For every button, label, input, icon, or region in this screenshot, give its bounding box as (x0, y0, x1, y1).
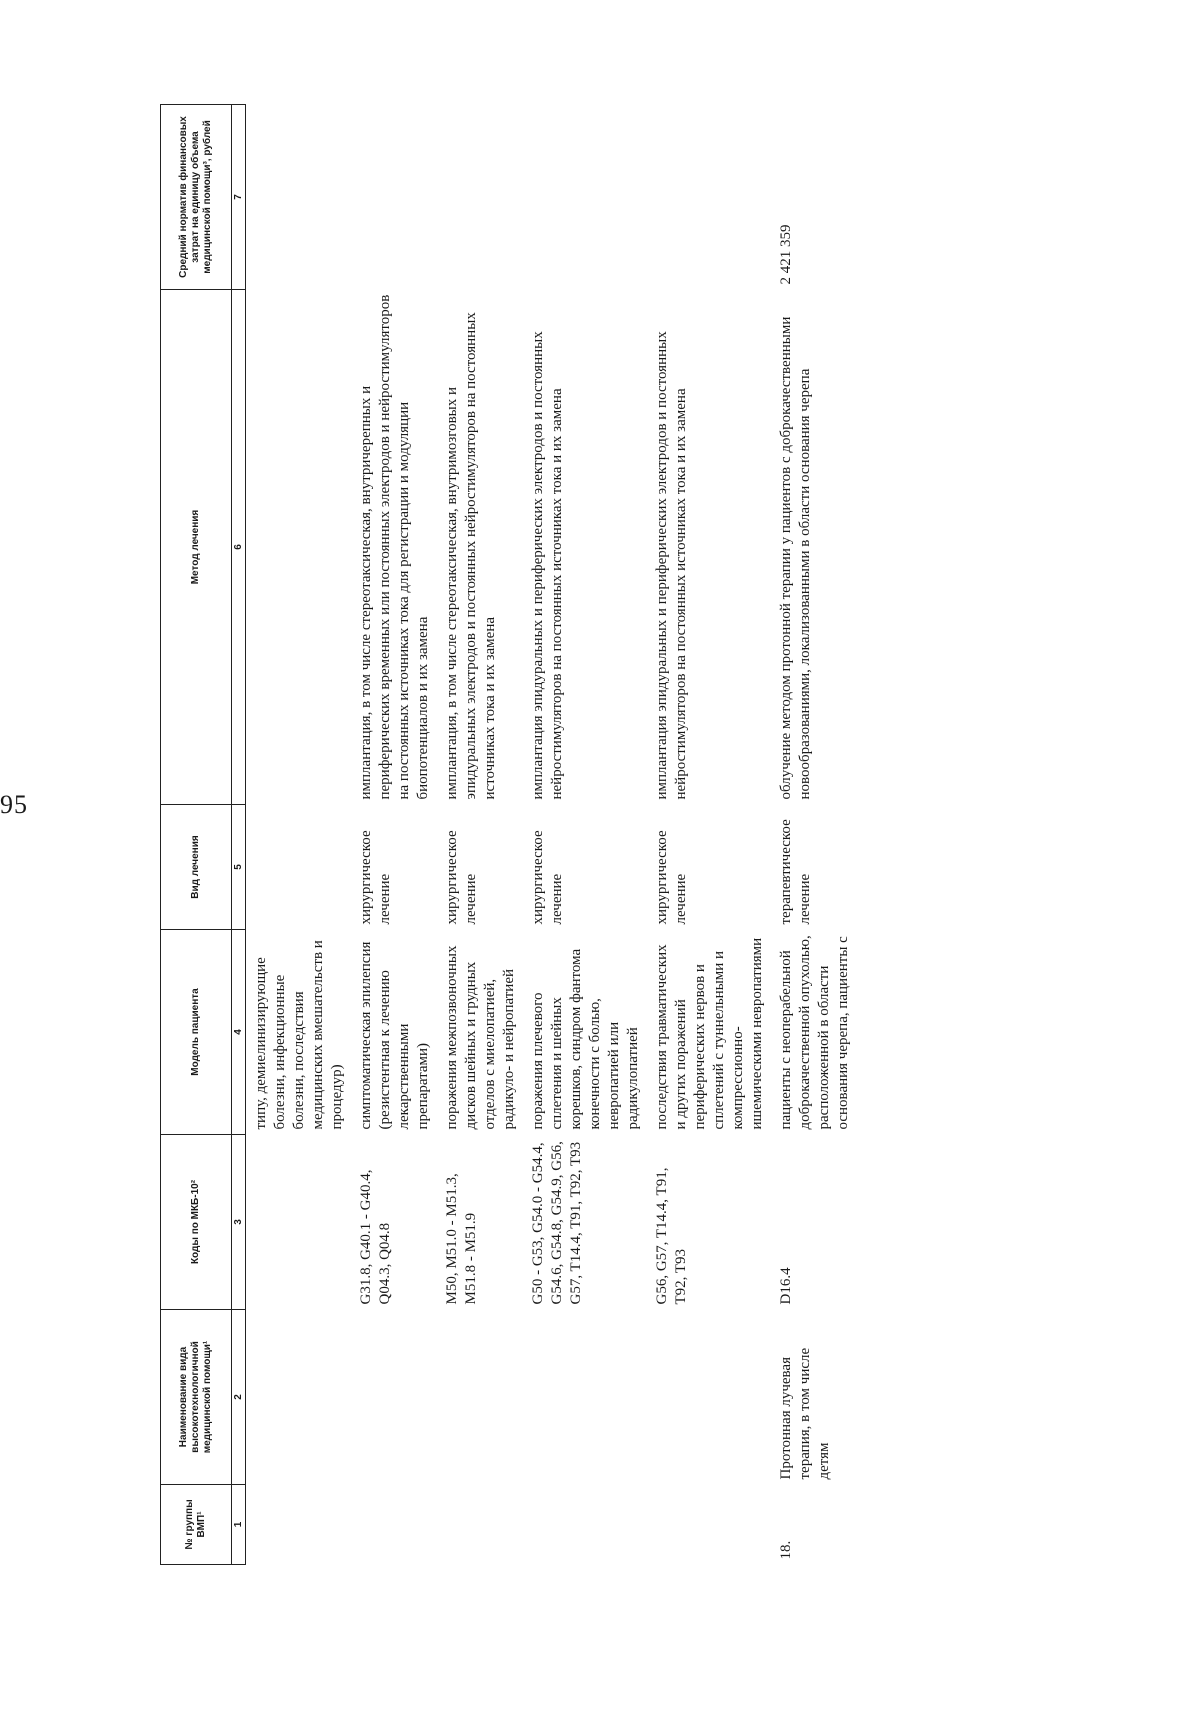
header-group-number: № группы ВМП¹ (161, 1485, 232, 1565)
header-icd-codes: Коды по МКБ-10² (161, 1135, 232, 1310)
cell-name: Протонная лучевая терапия, в том числе детям (778, 1347, 832, 1480)
cell-codes: D16.4 (778, 1267, 794, 1305)
vmp-table (160, 104, 853, 1565)
header-treatment-type: Вид лечения (161, 805, 232, 930)
cell-codes: G31.8, G40.1 - G40.4, Q04.3, Q04.8 (358, 1169, 393, 1305)
header-patient-model: Модель пациента (161, 930, 232, 1135)
cell-treatment-type: терапевтическое лечение (778, 819, 813, 925)
cell-codes: M50, M51.0 - M51.3, M51.8 - M51.9 (444, 1173, 479, 1305)
cell-name (433, 1310, 519, 1485)
table-row (433, 105, 519, 1565)
column-number: 5 (232, 805, 246, 930)
cell-treatment-type: хирургическое лечение (530, 830, 565, 925)
cell-model: поражения межпозвоночных дисков шейных и грудных отделов с миелопатией, радикуло- и нейропатией (444, 945, 517, 1130)
cell-model: симптоматическая эпилепсия (резистентная к лечению лекарственными препаратами) (358, 941, 431, 1130)
cell-name (347, 1310, 433, 1485)
column-number: 1 (232, 1485, 246, 1565)
cell-cost (519, 105, 643, 290)
cell-treatment-type: хирургическое лечение (654, 830, 689, 925)
cell-method: имплантация, в том числе стереотаксическая, внутричерепных и периферических временных или постоянных электродов и нейростимуляторов на постоянных источниках тока для регистрации и модуляции биопотенциалов и их замена (358, 294, 431, 800)
table-row (246, 105, 348, 1565)
table-row (643, 105, 767, 1565)
column-number-row (232, 105, 246, 1565)
cell-group (519, 1485, 643, 1565)
cell-name (643, 1310, 767, 1485)
cell-model: типу, демиелинизирующие болезни, инфекционные болезни, последствия медицинских вмешательств и процедур) (253, 940, 345, 1130)
table-row (519, 105, 643, 1565)
cell-method: имплантация эпидуральных и периферических электродов и постоянных нейростимуляторов на постоянных источниках тока и их замена (654, 331, 689, 800)
column-number: 4 (232, 930, 246, 1135)
table-row (347, 105, 433, 1565)
header-row (161, 105, 232, 1565)
header-vmp-name: Наименование вида высокотехнологичной медицинской помощи¹ (161, 1310, 232, 1485)
column-number: 6 (232, 290, 246, 805)
header-treatment-method: Метод лечения (161, 290, 232, 805)
cell-cost: 2 421 359 (778, 224, 794, 285)
cell-codes (246, 1135, 348, 1310)
rotated-page-content (160, 105, 1170, 1565)
cell-method: имплантация, в том числе стереотаксическая, внутримозговых и эпидуральных электродов и постоянных нейростимуляторов на постоянных источниках тока и их замена (444, 312, 498, 800)
cell-treatment-type: хирургическое лечение (358, 830, 393, 925)
cell-group (347, 1485, 433, 1565)
cell-method (246, 290, 348, 805)
cell-method: имплантация эпидуральных и периферических электродов и постоянных нейростимуляторов на постоянных источниках тока и их замена (530, 331, 565, 800)
header-cost-norm: Средний норматив финансовых затрат на единицу объема медицинской помощи³, рублей (161, 105, 232, 290)
cell-treatment-type (246, 805, 348, 930)
page-number: 95 (0, 790, 28, 819)
cell-method: облучение методом протонной терапии у пациентов с доброкачественными новообразованиями, локализованными в области основания черепа (778, 316, 813, 800)
cell-name (246, 1310, 348, 1485)
cell-group (643, 1485, 767, 1565)
cell-codes: G56, G57, T14.4, T91, T92, T93 (654, 1167, 689, 1305)
cell-codes: G50 - G53, G54.0 - G54.4, G54.6, G54.8, G54.9, G56, G57, T14.4, T91, T92, T93 (530, 1141, 584, 1305)
column-number: 2 (232, 1310, 246, 1485)
cell-model: поражения плечевого сплетения и шейных корешков, синдром фантома конечности с болью, невропатией или радикулопатией (530, 948, 641, 1130)
column-number: 3 (232, 1135, 246, 1310)
cell-model: последствия травматических и других поражений периферических нервов и сплетений с туннельными и компрессионно-ишемическими невропатиями (654, 937, 765, 1130)
cell-treatment-type: хирургическое лечение (444, 830, 479, 925)
cell-model: пациенты с неоперабельной доброкачественной опухолью, расположенной в области основания черепа, пациенты с (778, 935, 851, 1130)
cell-name (519, 1310, 643, 1485)
cell-group: 18. (778, 1540, 794, 1560)
column-number: 7 (232, 105, 246, 290)
table-row (767, 105, 853, 1565)
cell-cost (347, 105, 433, 290)
cell-cost (433, 105, 519, 290)
cell-group (433, 1485, 519, 1565)
cell-cost (246, 105, 348, 290)
cell-group (246, 1485, 348, 1565)
cell-cost (643, 105, 767, 290)
